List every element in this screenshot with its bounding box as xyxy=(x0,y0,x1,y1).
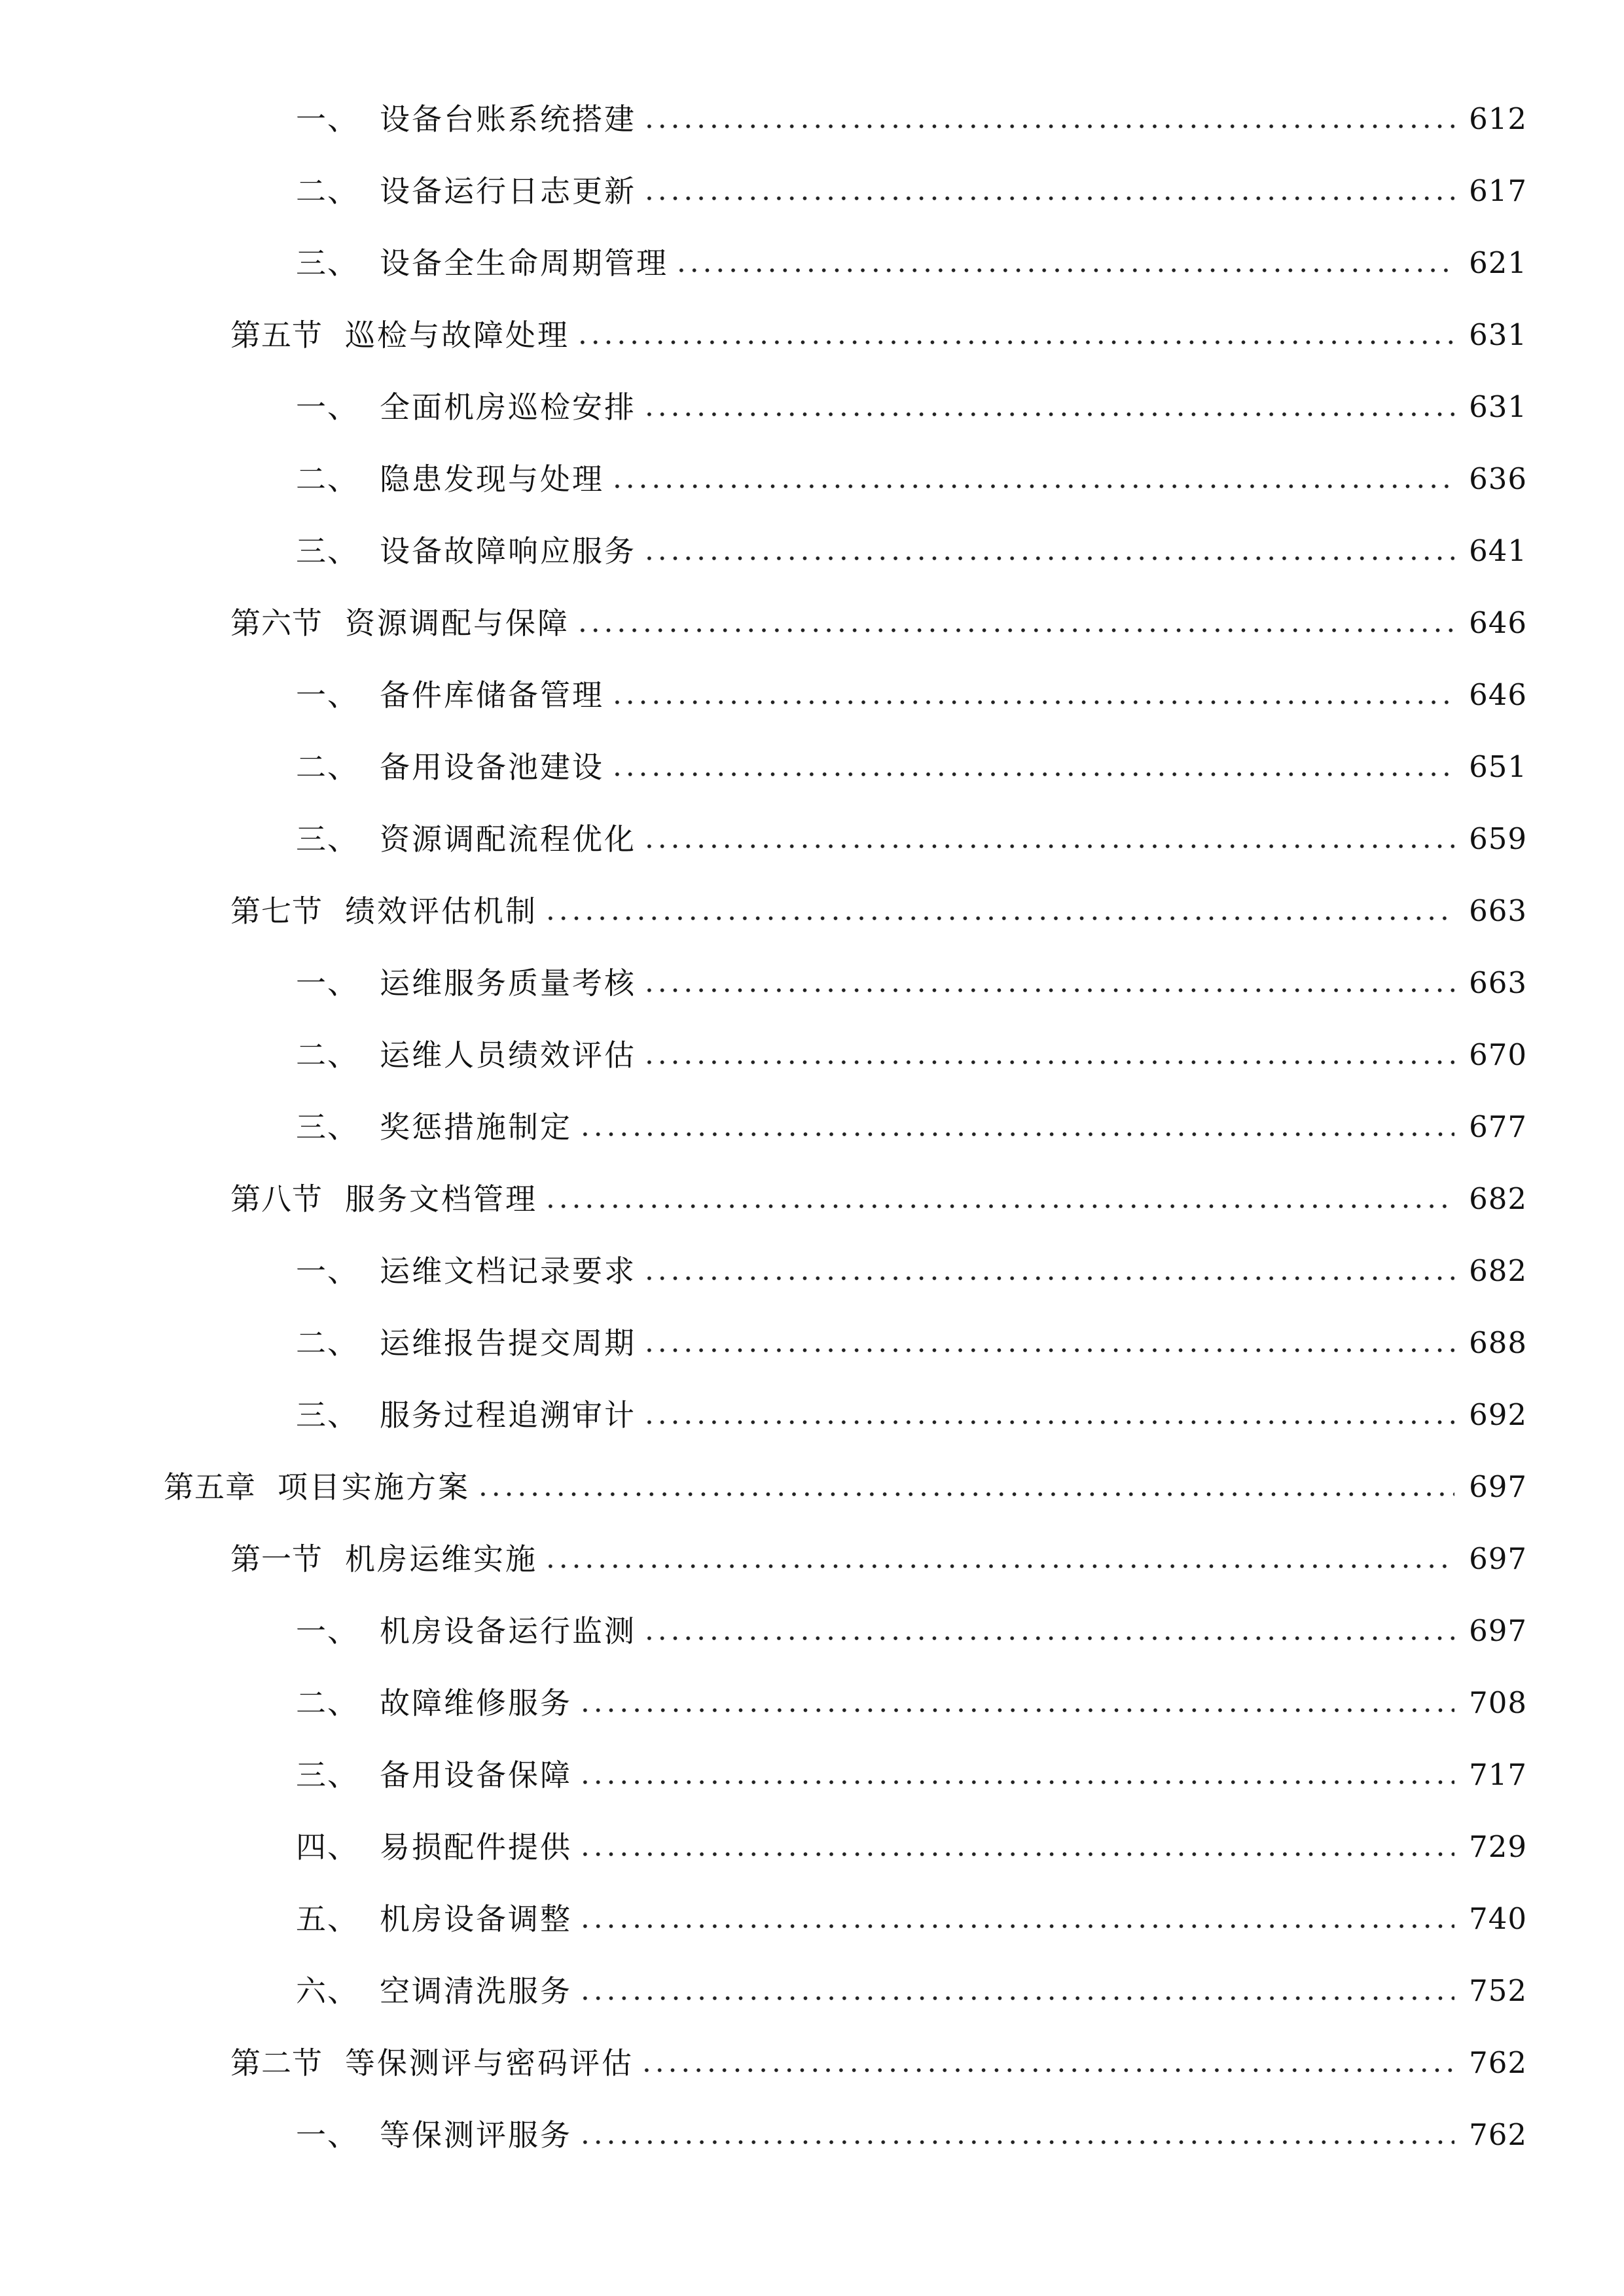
dot-leader xyxy=(675,266,1454,274)
dot-leader xyxy=(643,194,1454,202)
toc-entry-title: 隐患发现与处理 xyxy=(380,461,604,497)
toc-entry-title: 全面机房巡检安排 xyxy=(380,389,636,425)
dot-leader xyxy=(643,1634,1454,1642)
toc-entry-page: 659 xyxy=(1469,821,1527,856)
toc-entry-title: 绩效评估机制 xyxy=(345,893,537,929)
dot-leader xyxy=(643,1418,1454,1426)
toc-entry[interactable] xyxy=(296,2114,1527,2156)
toc-entry-label xyxy=(296,1322,636,1364)
toc-entry-label xyxy=(296,1250,636,1292)
toc-entry[interactable] xyxy=(230,314,1527,356)
dot-leader xyxy=(643,1058,1454,1066)
toc-entry-number: 六、 xyxy=(296,1973,359,2009)
toc-entry[interactable] xyxy=(296,746,1527,788)
toc-entry[interactable] xyxy=(296,1682,1527,1724)
toc-entry-page: 697 xyxy=(1469,1469,1527,1504)
toc-entry-title: 备件库储备管理 xyxy=(380,677,604,713)
toc-entry-number: 一、 xyxy=(296,677,359,713)
toc-entry-page: 663 xyxy=(1469,893,1527,928)
toc-entry-number: 第六节 xyxy=(230,605,323,641)
toc-entry-page: 740 xyxy=(1469,1901,1527,1936)
toc-entry[interactable] xyxy=(296,1826,1527,1868)
toc-entry-title: 运维文档记录要求 xyxy=(380,1253,636,1289)
toc-entry-label xyxy=(230,1538,537,1580)
toc-entry-label xyxy=(230,602,569,644)
toc-entry-title: 资源调配流程优化 xyxy=(380,821,636,857)
toc-entry-page: 670 xyxy=(1469,1037,1527,1072)
dot-leader xyxy=(579,1778,1454,1786)
toc-entry-number: 第二节 xyxy=(230,2045,323,2081)
toc-entry-page: 692 xyxy=(1469,1397,1527,1432)
toc-entry-label xyxy=(296,242,668,284)
toc-entry-label xyxy=(296,818,636,860)
toc-entry-number: 一、 xyxy=(296,101,359,137)
dot-leader xyxy=(579,2138,1454,2146)
toc-entry-page: 682 xyxy=(1469,1253,1527,1288)
toc-entry-title: 设备全生命周期管理 xyxy=(380,245,668,281)
dot-leader xyxy=(579,1922,1454,1930)
toc-entry-page: 651 xyxy=(1469,749,1527,784)
toc-entry-title: 故障维修服务 xyxy=(380,1685,572,1721)
toc-entry-label xyxy=(296,962,636,1004)
toc-entry-page: 708 xyxy=(1469,1685,1527,1720)
toc-entry-page: 762 xyxy=(1469,2117,1527,2152)
toc-entry-label xyxy=(296,1682,572,1724)
toc-entry-title: 机房运维实施 xyxy=(345,1541,537,1577)
toc-entry-number: 三、 xyxy=(296,1397,359,1433)
toc-entry-page: 621 xyxy=(1469,245,1527,280)
toc-entry-number: 五、 xyxy=(296,1901,359,1937)
toc-entry[interactable] xyxy=(296,674,1527,716)
toc-entry-title: 设备台账系统搭建 xyxy=(380,101,636,137)
toc-entry-page: 697 xyxy=(1469,1541,1527,1576)
dot-leader xyxy=(544,914,1454,922)
toc-entry-title: 运维服务质量考核 xyxy=(380,965,636,1001)
toc-entry[interactable] xyxy=(296,458,1527,500)
toc-entry[interactable] xyxy=(296,1394,1527,1436)
toc-entry-number: 四、 xyxy=(296,1829,359,1865)
toc-entry-number: 一、 xyxy=(296,965,359,1001)
toc-entry-page: 697 xyxy=(1469,1613,1527,1648)
toc-entry-label xyxy=(296,530,636,572)
dot-leader xyxy=(611,698,1454,706)
toc-entry-title: 空调清洗服务 xyxy=(380,1973,572,2009)
toc-entry-title: 设备运行日志更新 xyxy=(380,173,636,209)
dot-leader xyxy=(611,770,1454,778)
toc-entry-title: 设备故障响应服务 xyxy=(380,533,636,569)
dot-leader xyxy=(643,1274,1454,1282)
toc-entry[interactable] xyxy=(296,1106,1527,1148)
toc-entry-label xyxy=(296,746,604,788)
toc-entry-label xyxy=(164,1466,470,1508)
toc-entry-number: 第五章 xyxy=(164,1469,256,1505)
toc-entry-number: 二、 xyxy=(296,173,359,209)
toc-entry-title: 服务文档管理 xyxy=(345,1181,537,1217)
toc-entry-label xyxy=(296,1754,572,1796)
toc-entry-number: 三、 xyxy=(296,245,359,281)
toc-entry-number: 二、 xyxy=(296,1037,359,1073)
toc-entry-page: 612 xyxy=(1469,101,1527,136)
toc-entry-number: 二、 xyxy=(296,1325,359,1361)
toc-entry[interactable] xyxy=(230,602,1527,644)
dot-leader xyxy=(576,338,1454,346)
toc-entry-page: 663 xyxy=(1469,965,1527,1000)
dot-leader xyxy=(544,1202,1454,1210)
toc-entry-page: 646 xyxy=(1469,677,1527,712)
toc-entry-label xyxy=(296,1970,572,2012)
toc-entry-page: 752 xyxy=(1469,1973,1527,2008)
dot-leader xyxy=(576,626,1454,634)
toc-entry-label xyxy=(230,314,569,356)
toc-entry[interactable] xyxy=(296,386,1527,428)
toc-entry[interactable] xyxy=(230,890,1527,932)
toc-entry[interactable] xyxy=(296,1034,1527,1076)
toc-entry-label xyxy=(296,170,636,212)
toc-entry-number: 一、 xyxy=(296,1613,359,1649)
toc-entry-page: 641 xyxy=(1469,533,1527,568)
toc-entry-label xyxy=(296,1394,636,1436)
toc-entry[interactable] xyxy=(296,1754,1527,1796)
toc-entry-label xyxy=(296,458,604,500)
toc-entry-title: 等保测评与密码评估 xyxy=(345,2045,634,2081)
toc-entry-number: 第八节 xyxy=(230,1181,323,1217)
toc-entry-page: 729 xyxy=(1469,1829,1527,1864)
toc-entry-title: 资源调配与保障 xyxy=(345,605,569,641)
toc-entry-label xyxy=(296,1826,572,1868)
dot-leader xyxy=(579,1850,1454,1858)
toc-entry-title: 巡检与故障处理 xyxy=(345,317,569,353)
toc-entry[interactable] xyxy=(296,1970,1527,2012)
dot-leader xyxy=(643,554,1454,562)
dot-leader xyxy=(640,2066,1454,2074)
toc-entry[interactable] xyxy=(296,170,1527,212)
toc-entry-title: 等保测评服务 xyxy=(380,2117,572,2153)
toc-entry-number: 二、 xyxy=(296,1685,359,1721)
toc-entry-title: 运维人员绩效评估 xyxy=(380,1037,636,1073)
toc-entry-title: 奖惩措施制定 xyxy=(380,1109,572,1145)
toc-entry-title: 机房设备调整 xyxy=(380,1901,572,1937)
toc-entry[interactable] xyxy=(230,1538,1527,1580)
toc-entry[interactable] xyxy=(296,98,1527,140)
toc-entry-number: 二、 xyxy=(296,749,359,785)
toc-entry-label xyxy=(296,1106,572,1148)
toc-entry-number: 一、 xyxy=(296,389,359,425)
dot-leader xyxy=(643,410,1454,418)
toc-entry-label xyxy=(296,386,636,428)
toc-entry-number: 第五节 xyxy=(230,317,323,353)
toc-entry-label xyxy=(296,674,604,716)
toc-entry-page: 617 xyxy=(1469,173,1527,208)
toc-entry-title: 服务过程追溯审计 xyxy=(380,1397,636,1433)
toc-entry-page: 682 xyxy=(1469,1181,1527,1216)
toc-entry-page: 636 xyxy=(1469,461,1527,496)
toc-entry-number: 三、 xyxy=(296,1109,359,1145)
toc-entry[interactable] xyxy=(296,818,1527,860)
toc-entry-title: 备用设备保障 xyxy=(380,1757,572,1793)
toc-entry-label xyxy=(296,1898,572,1940)
toc-entry[interactable] xyxy=(296,530,1527,572)
toc-entry-title: 备用设备池建设 xyxy=(380,749,604,785)
toc-entry-page: 677 xyxy=(1469,1109,1527,1144)
dot-leader xyxy=(544,1562,1454,1570)
toc-entry-title: 运维报告提交周期 xyxy=(380,1325,636,1361)
toc-entry-number: 一、 xyxy=(296,2117,359,2153)
toc-entry[interactable] xyxy=(296,1250,1527,1292)
toc-entry-number: 二、 xyxy=(296,461,359,497)
toc-entry[interactable] xyxy=(164,1466,1527,1508)
toc-entry-label xyxy=(296,1610,636,1652)
toc-entry-label xyxy=(296,2114,572,2156)
toc-entry-page: 717 xyxy=(1469,1757,1527,1792)
toc-entry-label xyxy=(230,1178,537,1220)
toc-entry[interactable] xyxy=(230,1178,1527,1220)
toc-entry-number: 第一节 xyxy=(230,1541,323,1577)
toc-entry-page: 646 xyxy=(1469,605,1527,640)
dot-leader xyxy=(477,1490,1454,1498)
toc-entry-page: 631 xyxy=(1469,317,1527,352)
toc-entry-title: 易损配件提供 xyxy=(380,1829,572,1865)
toc-entry-number: 第七节 xyxy=(230,893,323,929)
dot-leader xyxy=(611,482,1454,490)
toc-entry-number: 一、 xyxy=(296,1253,359,1289)
toc-entry-label xyxy=(296,1034,636,1076)
dot-leader xyxy=(643,842,1454,850)
toc-entry-title: 机房设备运行监测 xyxy=(380,1613,636,1649)
dot-leader xyxy=(643,986,1454,994)
toc-entry[interactable] xyxy=(230,2042,1527,2084)
toc-entry-page: 688 xyxy=(1469,1325,1527,1360)
toc-entry-title: 项目实施方案 xyxy=(278,1469,470,1505)
toc-entry[interactable] xyxy=(296,962,1527,1004)
toc-entry[interactable] xyxy=(296,1610,1527,1652)
dot-leader xyxy=(579,1130,1454,1138)
toc-entry[interactable] xyxy=(296,242,1527,284)
dot-leader xyxy=(643,1346,1454,1354)
toc-entry-number: 三、 xyxy=(296,533,359,569)
toc-entry-number: 三、 xyxy=(296,821,359,857)
toc-entry-number: 三、 xyxy=(296,1757,359,1793)
toc-entry-label xyxy=(296,98,636,140)
dot-leader xyxy=(643,122,1454,130)
toc-entry-page: 762 xyxy=(1469,2045,1527,2080)
toc-entry[interactable] xyxy=(296,1322,1527,1364)
toc-entry-label xyxy=(230,890,537,932)
toc-entry-page: 631 xyxy=(1469,389,1527,424)
toc-entry-label xyxy=(230,2042,634,2084)
toc-entry[interactable] xyxy=(296,1898,1527,1940)
dot-leader xyxy=(579,1706,1454,1714)
dot-leader xyxy=(579,1994,1454,2002)
